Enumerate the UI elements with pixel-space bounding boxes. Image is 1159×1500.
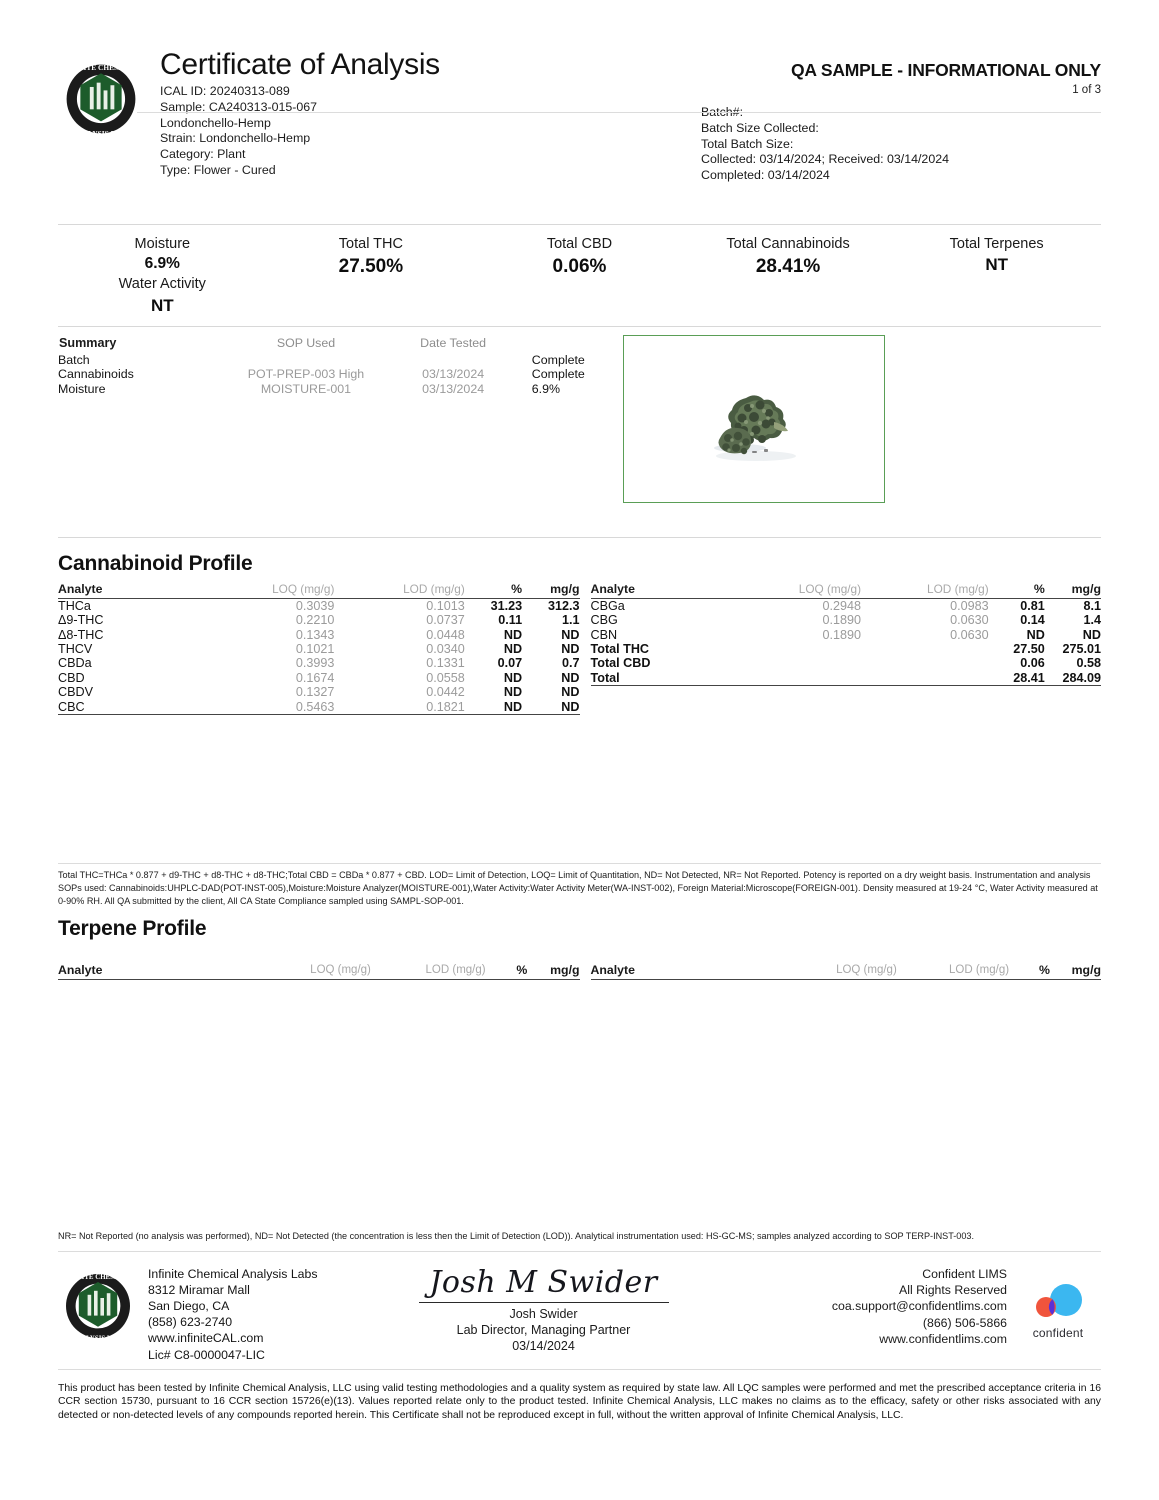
batch-meta-line: Total Batch Size:: [701, 136, 794, 151]
cell-lod: 0.0442: [426, 685, 465, 700]
table-header-row: [58, 963, 580, 980]
kpi-label-secondary: Water Activity: [118, 276, 206, 293]
page-header: [58, 0, 1101, 184]
signer-name: Josh Swider: [509, 1306, 578, 1321]
lims-name: Confident LIMS: [922, 1266, 1007, 1281]
cell-analyte: THCV: [58, 641, 93, 656]
page-number: 1 of 3: [1072, 84, 1101, 96]
cell-mgg: 1.1: [561, 613, 580, 628]
cell-analyte: CBDa: [58, 656, 92, 671]
summary-section: [58, 327, 1101, 503]
cell-mgg: 1.4: [1083, 613, 1101, 628]
kpi-total-thc: [267, 235, 476, 318]
header-left: [150, 50, 701, 179]
col-analyte: Analyte: [58, 963, 235, 980]
table-header-row: [58, 582, 580, 599]
confident-brand-name: confident: [1032, 1325, 1084, 1340]
table-row: [58, 613, 580, 627]
table-row: [58, 642, 580, 656]
kpi-row: [58, 225, 1101, 326]
col-lod: LOD (mg/g): [897, 963, 1009, 980]
cell-percent: ND: [1026, 627, 1045, 642]
lims-rights: All Rights Reserved: [899, 1282, 1007, 1297]
kpi-total-terpenes: [892, 235, 1101, 318]
summary-row-name: Cannabinoids: [58, 367, 134, 382]
kpi-label: Total CBD: [546, 235, 613, 252]
summary-row-status: Complete: [531, 367, 585, 382]
cell-percent: 31.23: [490, 598, 523, 613]
kpi-value: 27.50%: [338, 256, 404, 278]
signature-image: Josh M Swider: [429, 1264, 658, 1300]
terpene-tables: [58, 963, 1101, 980]
table-row: [58, 598, 580, 613]
sample-meta-line: Londonchello-Hemp: [160, 115, 271, 130]
terpene-footnote: NR= Not Reported (no analysis was performed), ND= Not Detected (the concentration is less then the Limit of Detection (LOD)). Analytical instrumentation used: HS-GC-MS; samples analyzed according to SOP TERP-INST-003.: [58, 1230, 975, 1241]
col-percent: %: [989, 582, 1045, 599]
cannabinoid-table-left-wrap: [58, 582, 580, 715]
summary-row-date: 03/13/2024: [422, 381, 485, 396]
cell-lod: 0.1821: [334, 700, 464, 715]
col-loq: LOQ (mg/g): [235, 963, 371, 980]
cell-mgg: ND: [561, 685, 580, 700]
col-mgg: mg/g: [527, 963, 579, 980]
batch-meta-block: [701, 105, 1101, 184]
cell-percent: 0.11: [498, 613, 523, 628]
signature-line: [419, 1302, 669, 1303]
kpi-value-secondary: NT: [150, 295, 174, 315]
spacer: [58, 947, 1101, 963]
kpi-value: 28.41%: [755, 256, 821, 278]
header-divider: [137, 112, 1101, 113]
cell-analyte: Δ8-THC: [58, 627, 104, 642]
cell-loq: 0.5463: [199, 700, 335, 715]
batch-meta-line: Batch Size Collected:: [701, 120, 819, 135]
cell-analyte: THCa: [58, 598, 91, 613]
cell-analyte: Total THC: [590, 641, 650, 656]
cell-analyte: CBG: [590, 613, 618, 628]
cell-percent: ND: [465, 700, 522, 715]
terpene-table-left: [58, 963, 580, 980]
cell-loq: [728, 656, 861, 670]
cell-loq: 0.1343: [295, 627, 335, 642]
cell-percent: 28.41: [989, 671, 1045, 686]
col-lod: LOD (mg/g): [334, 582, 464, 599]
summary-row-sop: MOISTURE-001: [260, 381, 352, 396]
spacer: [58, 715, 1101, 863]
cell-mgg: ND: [1082, 627, 1101, 642]
cannabinoid-tables: [58, 582, 1101, 715]
col-mgg: mg/g: [1050, 963, 1101, 980]
cell-mgg: 275.01: [1062, 641, 1101, 656]
cell-lod: [861, 656, 989, 670]
kpi-label: Total THC: [338, 235, 403, 252]
table-row: [58, 671, 580, 685]
kpi-value: 0.06%: [552, 256, 607, 278]
table-row-total: [591, 671, 1102, 686]
col-analyte: Analyte: [591, 582, 729, 599]
table-row: [58, 353, 603, 368]
svg-text:ANALYSIS LABS: ANALYSIS LABS: [71, 1335, 125, 1343]
col-mgg: mg/g: [522, 582, 579, 599]
cell-loq: 0.3039: [295, 598, 335, 613]
cannabinoid-table-left: [58, 582, 580, 715]
cell-loq: [728, 671, 861, 686]
kpi-label: Total Terpenes: [949, 235, 1044, 252]
cell-percent: 0.81: [1020, 598, 1045, 613]
cannabinoid-footnote: Total THC=THCa * 0.877 + d9-THC + d8-THC + d8-THC;Total CBD = CBDa * 0.877 + CBD. LOD= Limit of Detection, LOQ= Limit of Quantitation, ND= Not Detected, NR= Not Reported. Potency is reported on a dry weight basis. Instrumentation and analysis SOPs used: Cannabinoids:UHPLC-DAD(POT-INST-005),Moisture:Moisture Analyzer(MOISTURE-001),Water Activity:Water Activity Meter(WA-INST-002), Foreign Material:Microscope(FOREIGN-001). Density measured at 19-24 °C, Water Activity measured at 0-90% RH. All QA submitted by the client, All CA State Compliance sampled using SAMPL-SOP-001.: [58, 869, 1098, 906]
table-row: [58, 382, 603, 397]
terpene-table-left-wrap: [58, 963, 580, 980]
page-title: Certificate of Analysis: [160, 48, 440, 81]
product-photo: [694, 382, 814, 468]
summary-row-date: 03/13/2024: [422, 367, 485, 382]
footer-logo-wrap: [58, 1266, 142, 1351]
cell-lod: 0.0558: [426, 670, 465, 685]
page-footer: [58, 1252, 1101, 1363]
cannabinoid-section-divider: [58, 537, 1101, 538]
table-row: [58, 700, 580, 715]
summary-col-status: [516, 335, 603, 353]
cell-mgg: 0.7: [561, 656, 580, 671]
col-lod: LOD (mg/g): [371, 963, 486, 980]
table-row-total-cbd: [591, 656, 1102, 670]
cell-analyte: CBDV: [58, 685, 93, 700]
product-image-frame: [623, 335, 885, 503]
cell-loq: 0.2948: [822, 598, 862, 613]
cell-percent: 27.50: [1013, 641, 1045, 656]
confident-logo-icon: [1026, 1280, 1090, 1324]
summary-table: [58, 335, 603, 397]
table-row: [591, 628, 1102, 642]
table-row: [58, 628, 580, 642]
table-row: [58, 685, 580, 699]
col-percent: %: [486, 963, 528, 980]
cell-percent: ND: [503, 641, 523, 656]
confident-brand-block: [1015, 1266, 1101, 1340]
col-percent: %: [465, 582, 522, 599]
lab-license: Lic# C8-0000047-LIC: [148, 1347, 265, 1362]
cannabinoid-table-right-wrap: [580, 582, 1102, 715]
cell-analyte: Total: [591, 671, 729, 686]
summary-col-sop: SOP Used: [276, 335, 336, 350]
cell-lod: [861, 671, 989, 686]
svg-text:INFINITE CHEMICAL: INFINITE CHEMICAL: [62, 62, 140, 72]
kpi-moisture: [58, 235, 267, 318]
cell-loq: 0.1890: [822, 627, 862, 642]
kpi-value: 6.9%: [144, 255, 180, 273]
cell-loq: 0.2210: [295, 613, 335, 628]
cell-loq: 0.1327: [295, 685, 335, 700]
summary-row-date: [390, 353, 515, 368]
batch-meta-line: Collected: 03/14/2024; Received: 03/14/2024: [701, 152, 949, 167]
table-row: [58, 656, 580, 670]
cell-lod: [861, 642, 989, 656]
summary-row-name: Batch: [58, 352, 90, 367]
spacer: [58, 980, 1101, 1230]
svg-text:INFINITE CHEMICAL: INFINITE CHEMICAL: [62, 1273, 134, 1281]
cell-lod: 0.1331: [426, 656, 465, 671]
cell-percent: ND: [503, 685, 523, 700]
summary-row-sop: POT-PREP-003 High: [247, 367, 365, 382]
col-analyte: Analyte: [591, 963, 765, 980]
cell-analyte: CBC: [58, 700, 199, 715]
batch-meta-line: Batch#:: [701, 105, 744, 119]
cell-percent: ND: [503, 670, 523, 685]
cell-mgg: 0.58: [1076, 656, 1101, 671]
kpi-total-cbd: [475, 235, 684, 318]
lab-logo-icon: [58, 1266, 138, 1346]
summary-row-status: Complete: [531, 352, 585, 367]
cell-mgg: 312.3: [547, 598, 580, 613]
cell-mgg: 8.1: [1083, 598, 1101, 613]
cell-loq: 0.1021: [295, 641, 335, 656]
spacer: [58, 503, 1101, 537]
kpi-label: Total Cannabinoids: [726, 235, 850, 252]
sample-meta-line: Type: Flower - Cured: [160, 162, 276, 177]
cell-loq: [728, 642, 861, 656]
table-header-row: [591, 963, 1102, 980]
batch-meta-line: Completed: 03/14/2024: [701, 168, 830, 182]
cell-lod: 0.0448: [426, 627, 465, 642]
cell-mgg: ND: [561, 670, 580, 685]
col-analyte: Analyte: [58, 582, 199, 599]
header-logo-wrap: [58, 50, 150, 142]
lab-logo-icon: [58, 56, 144, 142]
lab-website[interactable]: www.infiniteCAL.com: [148, 1331, 264, 1346]
cell-analyte: CBD: [58, 670, 85, 685]
summary-row-name: Moisture: [58, 381, 106, 396]
lab-phone[interactable]: (858) 623-2740: [148, 1315, 233, 1330]
confident-lims-block: [715, 1266, 1015, 1348]
cell-loq: 0.3993: [295, 656, 335, 671]
cell-mgg: 284.09: [1045, 671, 1101, 686]
cell-loq: 0.1674: [295, 670, 335, 685]
col-loq: LOQ (mg/g): [728, 582, 861, 599]
sample-meta-block: [160, 84, 701, 179]
qa-banner: QA SAMPLE - INFORMATIONAL ONLY: [791, 60, 1101, 80]
lab-street: 8312 Miramar Mall: [148, 1282, 250, 1297]
cell-lod: 0.0340: [426, 641, 465, 656]
cell-lod: 0.0983: [950, 598, 989, 613]
col-loq: LOQ (mg/g): [199, 582, 335, 599]
signer-title: Lab Director, Managing Partner: [456, 1322, 631, 1337]
signature-block: [372, 1266, 715, 1355]
cell-mgg: ND: [561, 627, 580, 642]
cell-analyte: Total CBD: [590, 656, 651, 671]
col-lod: LOD (mg/g): [861, 582, 989, 599]
lab-name: Infinite Chemical Analysis Labs: [148, 1266, 318, 1281]
cell-lod: 0.0630: [950, 627, 989, 642]
cell-lod: 0.0630: [950, 613, 989, 628]
kpi-label: Moisture: [134, 235, 191, 252]
cell-percent: 0.14: [1020, 613, 1045, 628]
terpene-table-right: [591, 963, 1102, 980]
cell-percent: ND: [503, 627, 523, 642]
summary-title: Summary: [59, 335, 117, 350]
table-row: [591, 598, 1102, 613]
sample-meta-line: ICAL ID: 20240313-089: [160, 84, 290, 98]
lab-address-block: [142, 1266, 372, 1363]
terpene-table-right-wrap: [580, 963, 1102, 980]
lims-website[interactable]: www.confidentlims.com: [879, 1331, 1007, 1346]
svg-text:ANALYSIS LABS: ANALYSIS LABS: [72, 128, 130, 138]
cannabinoid-profile-title: Cannabinoid Profile: [58, 551, 253, 575]
summary-table-wrap: [58, 335, 603, 503]
col-loq: LOQ (mg/g): [764, 963, 897, 980]
legal-disclaimer: This product has been tested by Infinite Chemical Analysis, LLC using valid testing methodologies and a quality system as required by state law. All LQC samples were performed and met the prescribed acceptance criteria in 16 CCR section 15730, pursuant to 16 CCR section 15726(e)(13). Values reported relate only to the product tested. Infinite Chemical Analysis, LLC makes no claims as to the efficacy, safety or other risks associated with any detected or non-detected levels of any compounds reported herein. This Certificate shall not be reproduced except in full, without the written approval of Infinite Chemical Analysis, LLC.: [58, 1382, 1101, 1421]
cell-percent: 0.07: [497, 656, 523, 671]
cell-analyte: Δ9-THC: [58, 613, 104, 628]
table-row: [58, 367, 603, 382]
sample-meta-line: Sample: CA240313-015-067: [160, 99, 318, 114]
table-header-row: [591, 582, 1102, 599]
summary-col-date: Date Tested: [420, 335, 487, 350]
lims-email[interactable]: coa.support@confidentlims.com: [831, 1299, 1007, 1314]
cell-analyte: CBGa: [590, 598, 625, 613]
table-row: [591, 613, 1102, 627]
summary-row-status: 6.9%: [531, 381, 561, 396]
summary-row-sop: [222, 353, 391, 368]
lims-phone[interactable]: (866) 506-5866: [922, 1315, 1007, 1330]
header-right: [701, 50, 1101, 184]
sample-meta-line: Category: Plant: [160, 147, 246, 161]
cell-analyte: CBN: [590, 627, 618, 642]
kpi-value: NT: [985, 255, 1008, 275]
terpene-profile-title: Terpene Profile: [58, 916, 207, 940]
cell-lod: 0.1013: [426, 598, 465, 613]
cell-mgg: ND: [561, 641, 580, 656]
cannabinoid-table-right: [591, 582, 1102, 686]
cell-percent: 0.06: [1020, 656, 1045, 671]
summary-header-row: [58, 335, 603, 353]
col-percent: %: [1009, 963, 1050, 980]
sample-meta-line: Strain: Londonchello-Hemp: [160, 131, 311, 146]
cell-loq: 0.1890: [822, 613, 862, 628]
kpi-total-cannabinoids: [684, 235, 893, 318]
cell-mgg: ND: [522, 700, 579, 715]
cell-lod: 0.0737: [426, 613, 465, 628]
signer-date: 03/14/2024: [512, 1339, 575, 1354]
col-mgg: mg/g: [1045, 582, 1101, 599]
table-row-total-thc: [591, 642, 1102, 656]
lab-city: San Diego, CA: [148, 1299, 230, 1314]
